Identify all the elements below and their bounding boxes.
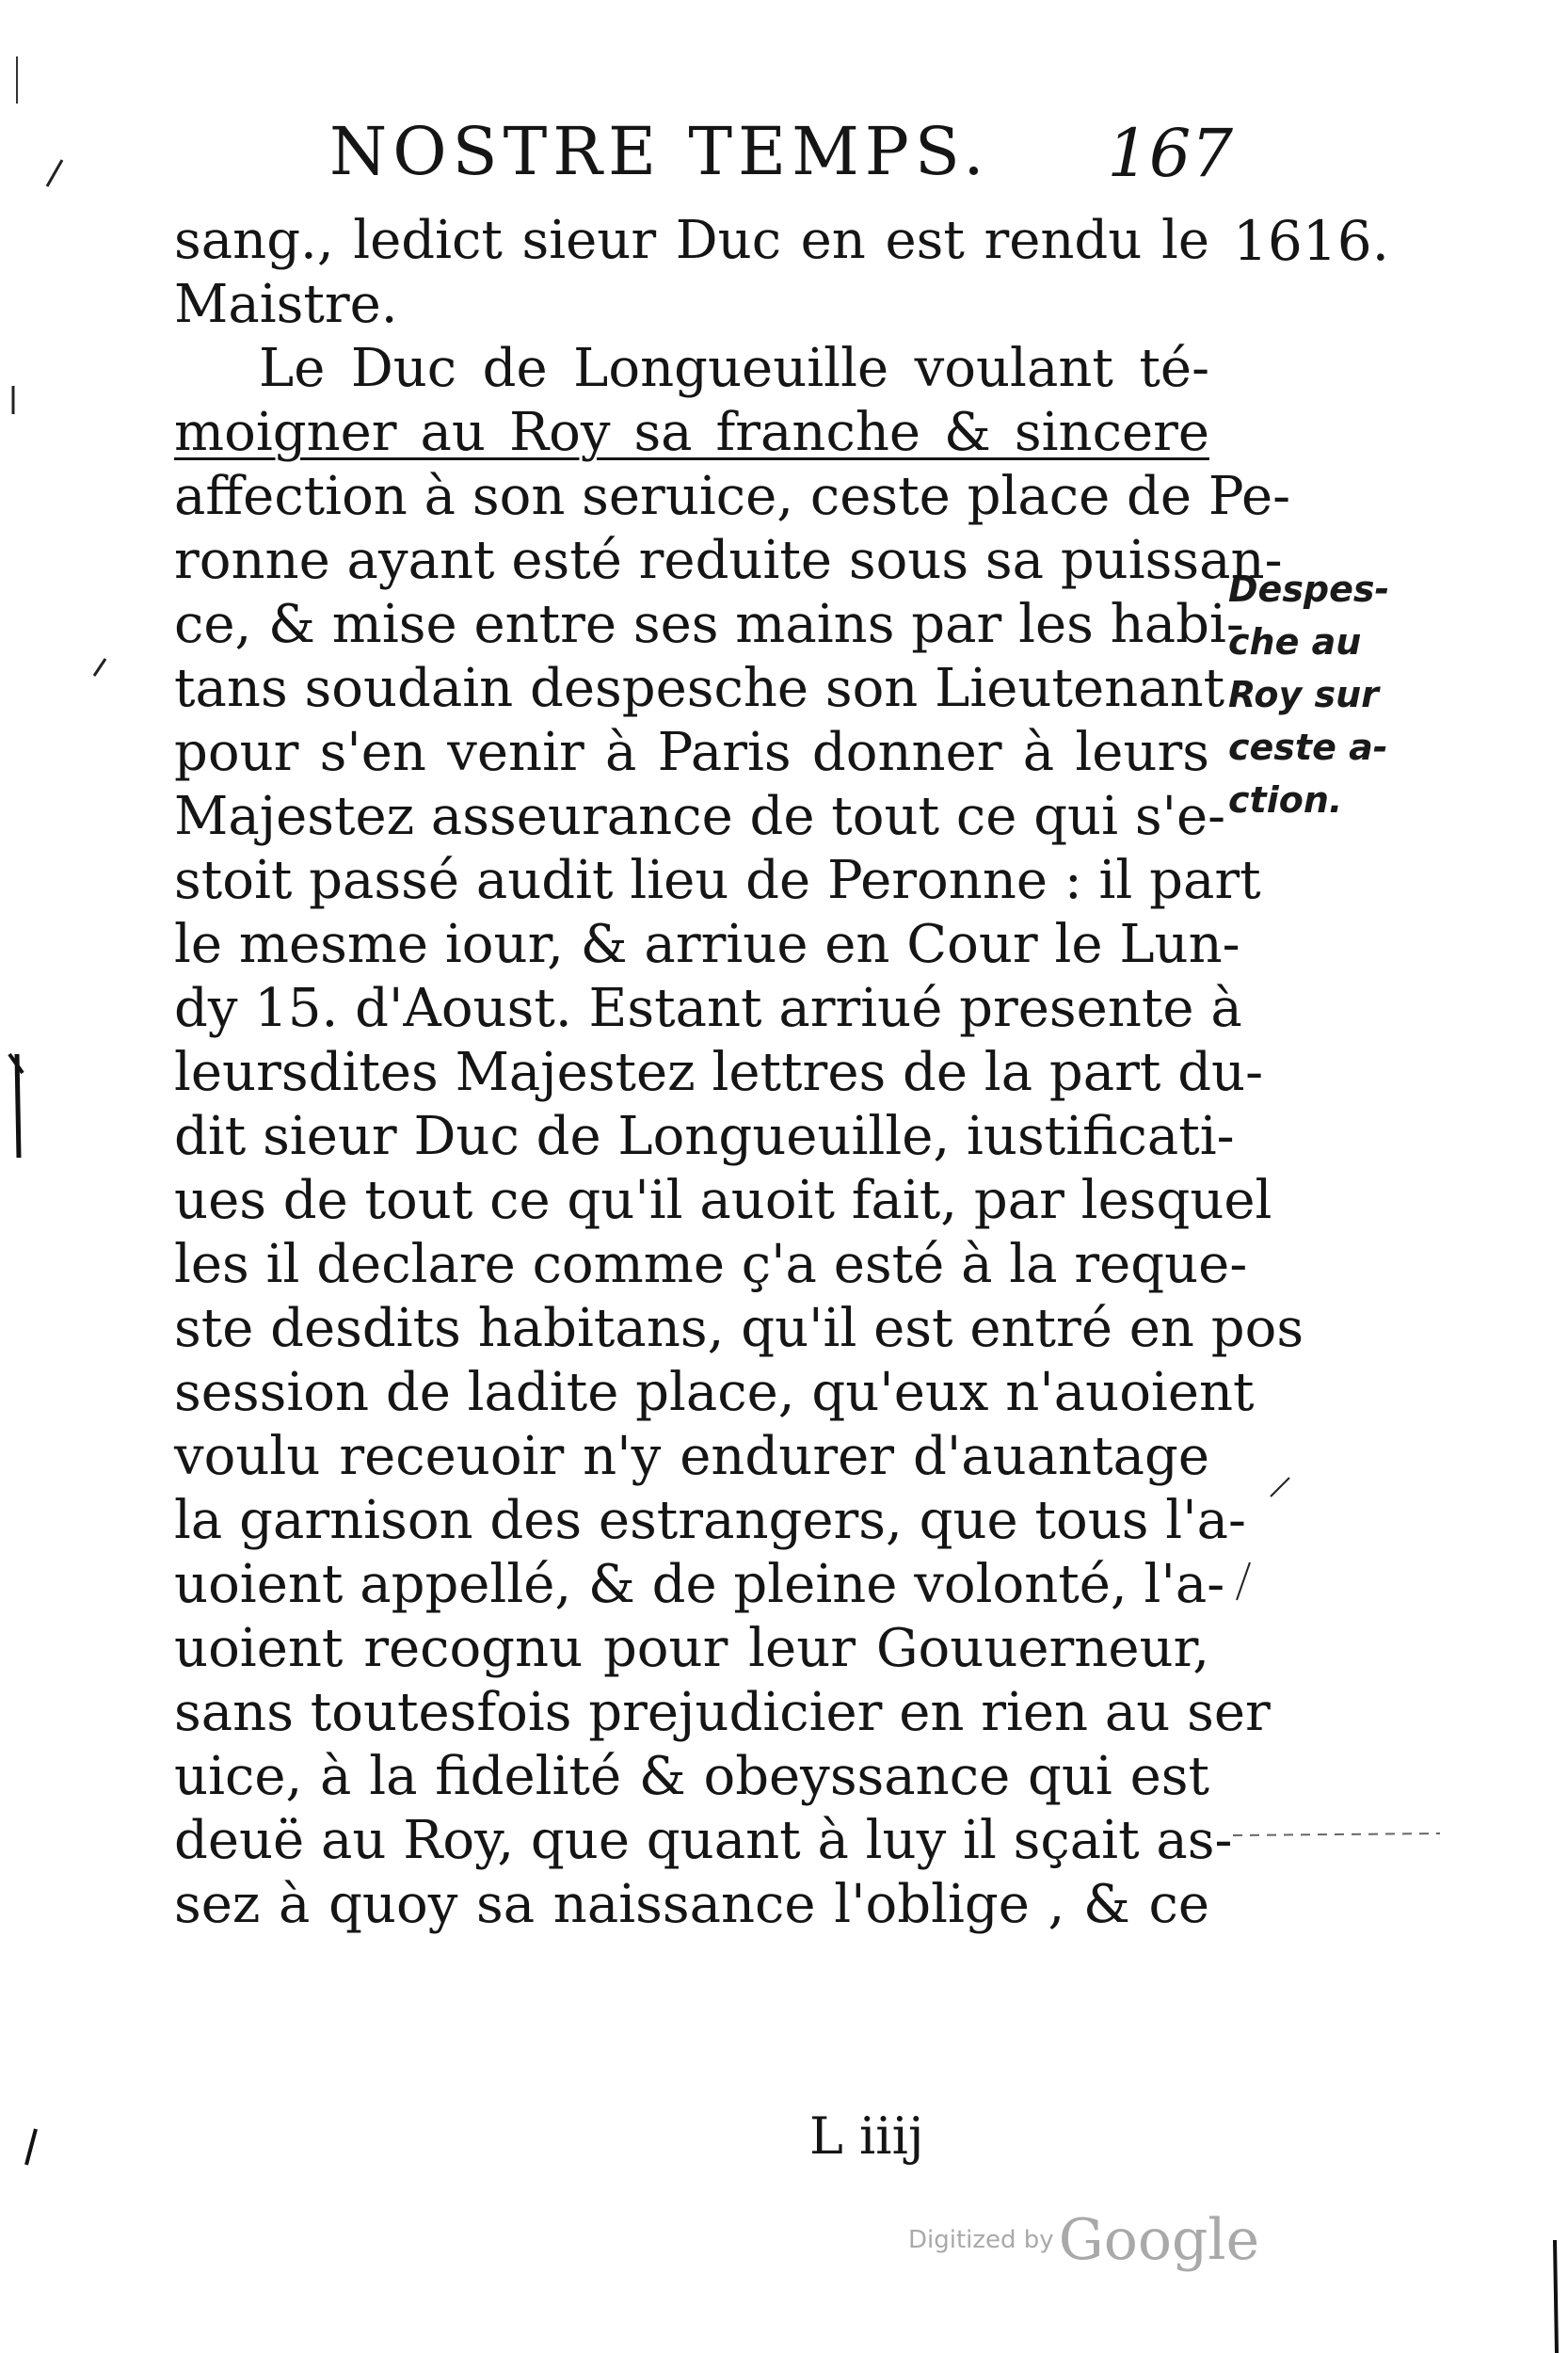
scan-mark-body-left	[85, 0, 160, 2353]
scan-mark-slash-bottom	[26, 2129, 36, 2165]
watermark-brand: Google	[1058, 2207, 1260, 2273]
text-line: pour s'en venir à Paris donner à leurs	[174, 722, 1209, 783]
text-line: dit sieur Duc de Longueuille, iustificati-	[174, 1106, 1235, 1167]
text-line: dy 15. d'Aoust. Estant arriué presente à	[174, 978, 1242, 1039]
page-number: 167	[1107, 115, 1233, 192]
text-line: uoient appellé, & de pleine volonté, l'a-	[174, 1554, 1225, 1615]
text-line: session de ladite place, qu'eux n'auoient	[174, 1362, 1255, 1423]
margin-note-line: che au	[1228, 621, 1362, 663]
text-line: sans toutesfois prejudicier en rien au ser	[174, 1682, 1271, 1743]
text-line: voulu receuoir n'y endurer d'auantage	[174, 1426, 1209, 1487]
margin-note-line: ceste a-	[1228, 727, 1388, 768]
text-line: ronne ayant esté reduite sous sa puissan-	[174, 530, 1283, 591]
scan-mark-slash-top	[47, 160, 62, 186]
text-line: la garnison des estrangers, que tous l'a-	[174, 1490, 1246, 1551]
text-line: ues de tout ce qu'il auoit fait, par lesquel	[174, 1170, 1272, 1231]
text-line: Majestez asseurance de tout ce qui s'e-	[174, 786, 1226, 847]
text-line: sang., ledict sieur Duc en est rendu le	[174, 210, 1209, 271]
scan-mark-dash-b	[1237, 1562, 1250, 1600]
text-line: sez à quoy sa naissance l'oblige , & ce	[174, 1874, 1209, 1935]
text-line: ste desdits habitans, qu'il est entré en pos	[174, 1298, 1304, 1359]
text-line: ce, & mise entre ses mains par les habi-	[174, 594, 1244, 655]
scan-mark-dash-row	[1233, 1833, 1440, 1835]
margin-note	[1228, 563, 1388, 826]
text-line: moigner au Roy sa franche & sincere	[174, 402, 1209, 463]
margin-year: 1616.	[1233, 209, 1390, 273]
margin-note-line: Roy sur	[1228, 674, 1379, 715]
text-line: uice, à la fidelité & obeyssance qui est	[174, 1746, 1209, 1807]
text-line: les il declare comme ç'a esté à la reque-	[174, 1234, 1248, 1295]
text-line: leursdites Majestez lettres de la part du-	[174, 1042, 1264, 1103]
text-line: tans soudain despesche son Lieutenant	[174, 658, 1225, 719]
google-watermark	[908, 2207, 1259, 2273]
signature-mark: L iiij	[809, 2106, 924, 2166]
scan-mark-right-edge	[1555, 2240, 1557, 2353]
text-line: Maistre.	[174, 274, 398, 335]
scan-mark-right-margin	[1214, 1459, 1568, 2353]
scan-mark-comma-a	[94, 659, 105, 676]
margin-note-line: ction.	[1228, 779, 1343, 821]
text-line: deuë au Roy, que quant à luy il sçait as-	[174, 1810, 1233, 1871]
text-line: stoit passé audit lieu de Peronne : il part	[174, 850, 1261, 911]
text-line: affection à son seruice, ceste place de Pe-	[174, 466, 1291, 527]
text-line: uoient recognu pour leur Gouuerneur,	[174, 1618, 1209, 1679]
text-line: Le Duc de Longueuille voulant té-	[259, 338, 1209, 399]
page-header	[311, 113, 1252, 216]
scan-mark-dash-a	[1271, 1478, 1289, 1497]
text-line: le mesme iour, & arriue en Cour le Lun-	[174, 914, 1240, 975]
running-title: NOSTRE TEMPS.	[329, 113, 990, 190]
margin-note-line: Despes-	[1228, 568, 1390, 610]
watermark-prefix: Digitized by	[908, 2226, 1054, 2254]
